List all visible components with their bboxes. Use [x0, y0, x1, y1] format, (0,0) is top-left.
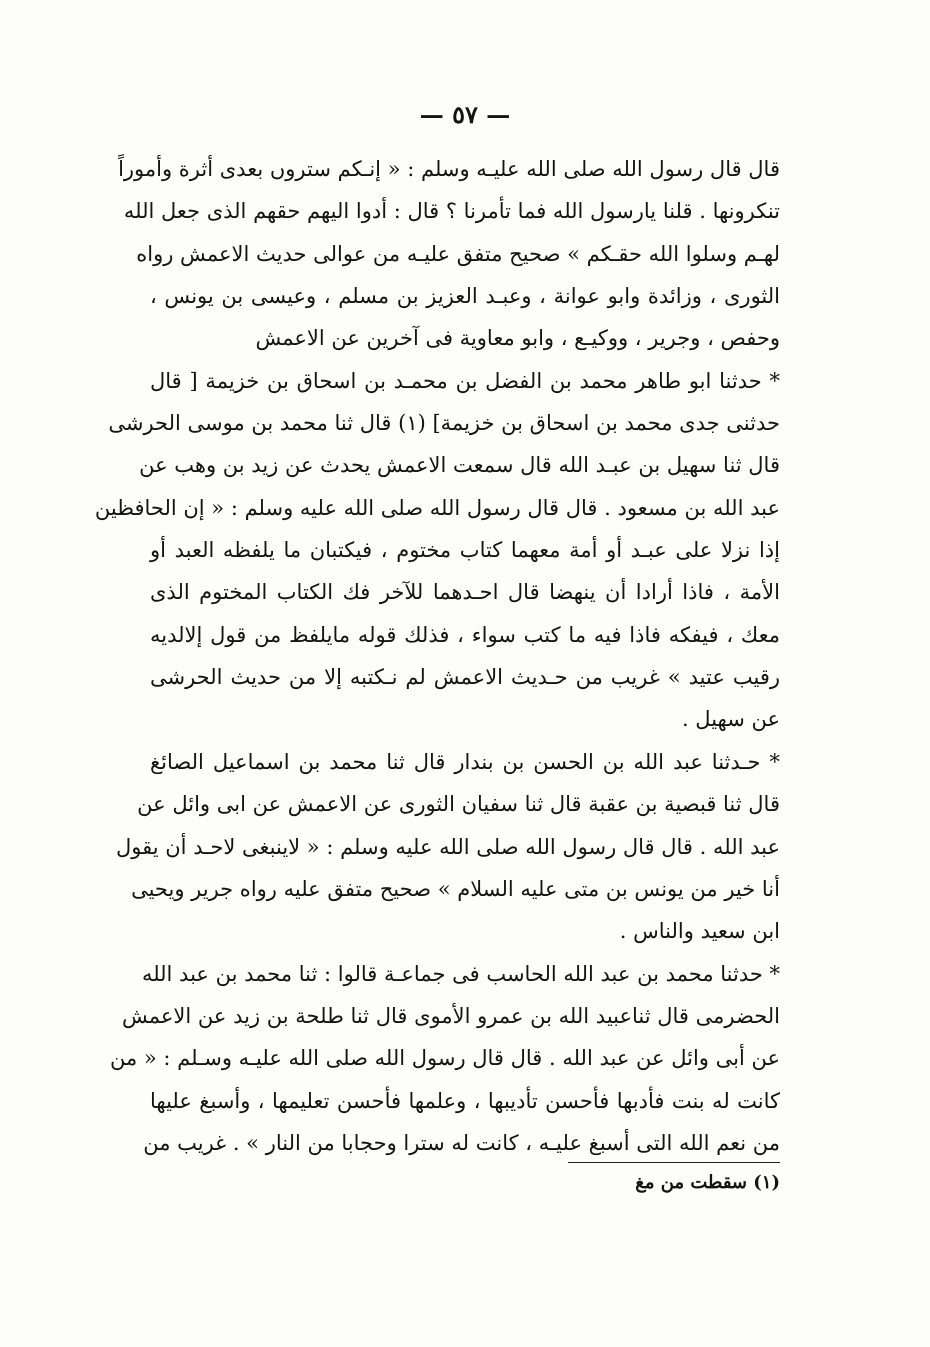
- text-line: عبد الله . قال قال رسول الله صلى الله عليه وسلم : « لاينبغى لاحـد أن يقول: [116, 834, 780, 859]
- text-line: الحضرمى قال ثناعبيد الله بن عمرو الأموى قال ثنا طلحة بن زيد عن الاعمش: [121, 1003, 780, 1028]
- footnote: (١) سقطت من مغ: [635, 1172, 780, 1193]
- paragraph-4: [109, 953, 780, 1165]
- paragraph-1: [118, 148, 780, 360]
- text-line: الثورى ، وزائدة وابو عوانة ، وعبـد العزيز بن مسلم ، وعيسى بن يونس ،: [150, 284, 780, 309]
- text-line: إذا نزلا على عبـد أو أمة معهما كتاب مختوم ، فيكتبان ما يلفظه العبد أو: [150, 538, 780, 563]
- text-line: لهـم وسلوا الله حقـكم » صحيح متفق عليـه من عوالى حديث الاعمش رواه: [136, 241, 780, 266]
- text-line: تنكرونها . قلنا يارسول الله فما تأمرنا ؟ قال : أدوا اليهم حقهم الذى جعل الله: [123, 199, 780, 224]
- text-line: قال قال رسول الله صلى الله عليـه وسلم : « إنـكم ستروں بعدى أثرة وأموراً: [118, 157, 780, 181]
- footnote-divider: [568, 1162, 780, 1163]
- text-line: عن أبى وائل عن عبد الله . قال قال رسول الله صلى الله عليـه وسـلم : « من: [109, 1046, 780, 1071]
- text-line: الأمة ، فاذا أرادا أن ينهضا قال احـدهما للآخر فك الكتاب المختوم الذى: [150, 580, 780, 605]
- text-line: وحفص ، وجرير ، ووكيـع ، وابو معاوية فى آخرين عن الاعمش: [255, 326, 780, 351]
- text-line: قال ثنا سهيل بن عبـد الله قال سمعت الاعمش يحدث عن زيد بن وهب عن: [139, 453, 780, 478]
- text-line: * حـدثنا عبد الله بن الحسن بن بندار قال ثنا محمد بن اسماعيل الصائغ: [150, 749, 780, 774]
- page-number: — ٥٧ —: [419, 100, 511, 129]
- paragraph-2: [94, 360, 780, 741]
- text-line: كانت له بنت فأدبها فأحسن تأديبها ، وعلمها فأحسن تعليمها ، وأسبغ عليها: [150, 1088, 780, 1113]
- text-line: من نعم الله التى أسبغ عليـه ، كانت له سترا وحجابا من النار » . غريب من: [143, 1130, 780, 1155]
- text-line: عن سهيل .: [681, 707, 780, 732]
- text-line: عبد الله بن مسعود . قال قال رسول الله صلى الله عليه وسلم : « إن الحافظين: [94, 495, 780, 520]
- text-line: أنا خير من يونس بن متى عليه السلام » صحيح متفق عليه رواه جرير ويحيى: [131, 876, 780, 901]
- paragraph-3: [116, 741, 780, 953]
- text-line: معك ، فيفكه فاذا فيه ما كتب سواء ، فذلك قوله مايلفظ من قول إلالديه: [150, 622, 780, 647]
- text-line: قال ثنا قبصية بن عقبة قال ثنا سفيان الثورى عن الاعمش عن ابى وائل عن: [137, 792, 780, 817]
- text-line: ابن سعيد والناس .: [619, 919, 780, 944]
- text-line: حدثنى جدى محمد بن اسحاق بن خزيمة] (١) قال ثنا محمد بن موسى الحرشى: [108, 411, 780, 436]
- main-text: [94, 148, 780, 1164]
- text-line: * حدثنا محمد بن عبد الله الحاسب فى جماعـة قالوا : ثنا محمد بن عبد الله: [141, 961, 780, 986]
- text-line: رقيب عتيد » غريب من حـديث الاعمش لم نـكتبه إلا من حديث الحرشى: [150, 665, 780, 690]
- text-line: * حدثنا ابو طاهر محمد بن الفضل بن محمـد بن اسحاق بن خزيمة [ قال: [150, 368, 780, 393]
